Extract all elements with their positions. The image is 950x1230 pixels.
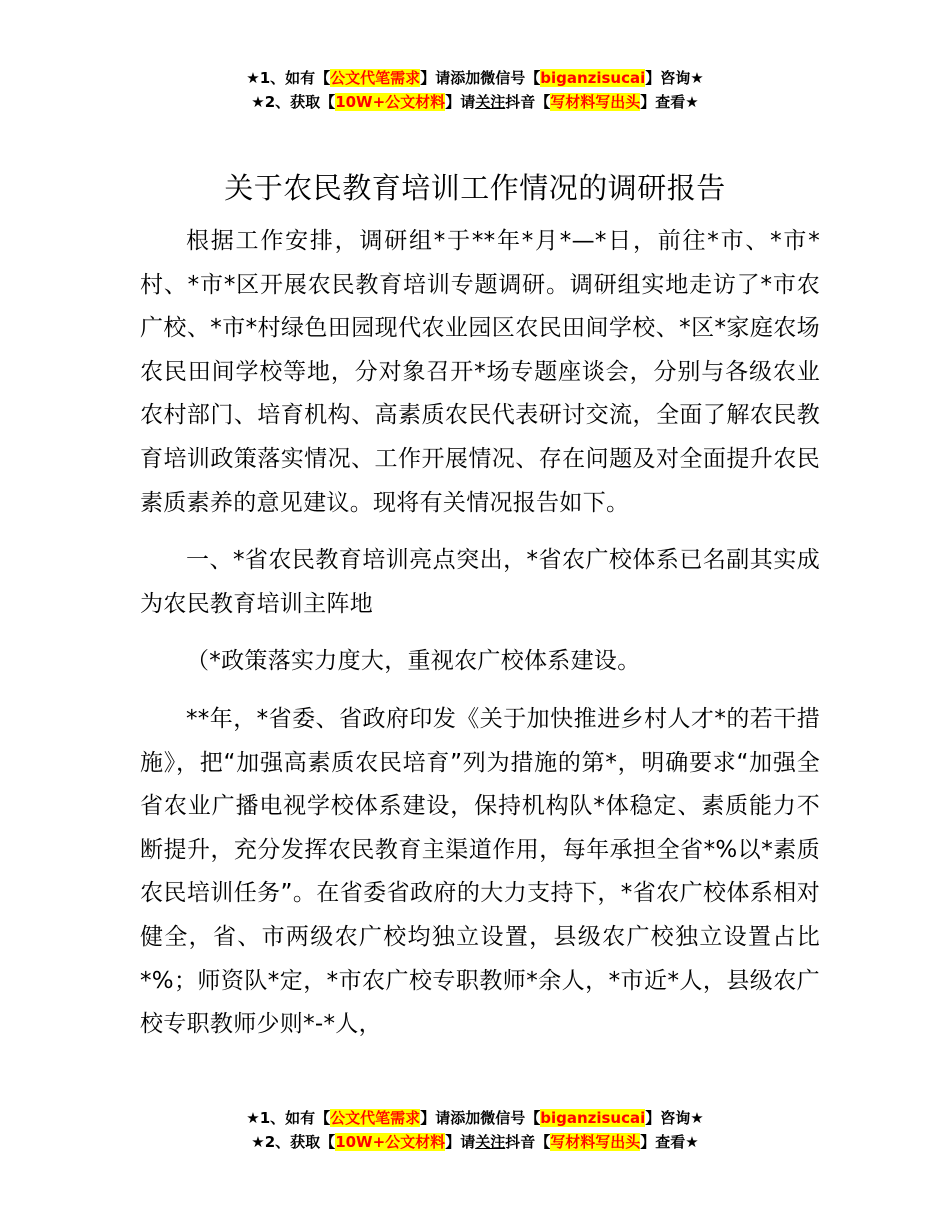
paragraph-intro: 根据工作安排，调研组*于**年*月*—*日，前往*市、*市*村、*市*区开展农民教育培训专题调研。调研组实地走访了*市农广校、*市*村绿色田园现代农业园区农民田间学校、*区*家庭农场农民田间学校等地，分对象召开*场专题座谈会，分别与各级农业农村部门、培育机构、高素质农民代表研讨交流，全面了解农民教育培训政策落实情况、工作开展情况、存在问题及对全面提升农民素质素养的意见建议。现将有关情况报告如下。 — [140, 228, 820, 516]
banner-text: 】查看★ — [640, 93, 699, 111]
banner-highlight: 写材料写出头 — [550, 1133, 641, 1151]
banner-text: ★2、获取【 — [251, 1133, 336, 1151]
banner-underlined: 关注 — [475, 1133, 506, 1151]
banner-highlight: 公文代笔需求 — [330, 1109, 421, 1127]
banner-highlight: 10W+公文材料 — [335, 1133, 446, 1151]
banner-text: ★2、获取【 — [251, 93, 336, 111]
banner-text: 】请添加微信号【 — [420, 69, 541, 87]
banner-highlight: biganzisucai — [540, 69, 646, 87]
banner-text: ★1、如有【 — [246, 69, 331, 87]
banner-text: 】请 — [445, 93, 476, 111]
banner-text: 】咨询★ — [645, 69, 704, 87]
banner-highlight: 10W+公文材料 — [335, 93, 446, 111]
footer-banner — [0, 1106, 950, 1154]
banner-text: 】请 — [445, 1133, 476, 1151]
banner-line-1 — [0, 66, 950, 90]
banner-text: 】咨询★ — [645, 1109, 704, 1127]
section-heading: 一、*省农民教育培训亮点突出，*省农广校体系已名副其实成为农民教育培训主阵地 — [140, 547, 820, 617]
banner-line-2 — [0, 1130, 950, 1154]
banner-text: ★1、如有【 — [246, 1109, 331, 1127]
banner-text: 】请添加微信号【 — [420, 1109, 541, 1127]
document-body — [140, 220, 820, 1047]
banner-highlight: 写材料写出头 — [550, 93, 641, 111]
paragraph-body: **年，*省委、省政府印发《关于加快推进乡村人才*的若干措施》，把“加强高素质农民培育”列为措施的第*，明确要求“加强全省农业广播电视学校体系建设，保持机构队*体稳定、素质能力不断提升，充分发挥农民教育主渠道作用，每年承担全省*%以*素质农民培训任务”。在省委省政府的大力支持下，*省农广校体系相对健全，省、市两级农广校均独立设置，县级农广校独立设置占比*%；师资队*定，*市农广校专职教师*余人，*市近*人，县级农广校专职教师少则*-*人， — [140, 705, 820, 1038]
banner-line-2 — [0, 90, 950, 114]
banner-text: 抖音【 — [505, 93, 551, 111]
banner-underlined: 关注 — [475, 93, 506, 111]
subsection-heading: （*政策落实力度大，重视农广校体系建设。 — [186, 648, 641, 675]
banner-highlight: 公文代笔需求 — [330, 69, 421, 87]
banner-text: 】查看★ — [640, 1133, 699, 1151]
document-title: 关于农民教育培训工作情况的调研报告 — [224, 171, 726, 205]
banner-text: 抖音【 — [505, 1133, 551, 1151]
banner-line-1 — [0, 1106, 950, 1130]
banner-highlight: biganzisucai — [540, 1109, 646, 1127]
header-banner — [0, 66, 950, 114]
